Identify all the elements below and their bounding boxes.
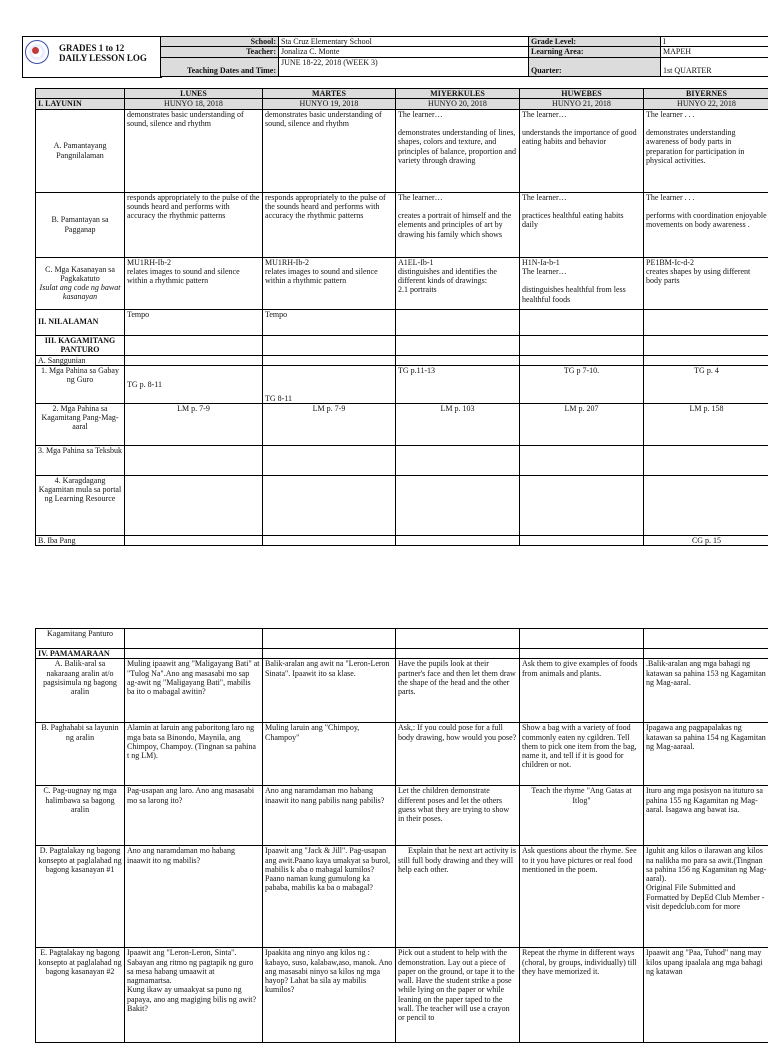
- row-iba-pang: [36, 535, 768, 545]
- cell-iba-2: [396, 535, 520, 545]
- quarter-label: Quarter:: [529, 57, 661, 76]
- cell-r1-2: TG p.11-13: [396, 365, 520, 403]
- cell-n-1: Tempo: [263, 309, 396, 335]
- row-sanggunian: [36, 355, 768, 365]
- label-c-title: C. Mga Kasanayan sa Pagkakatuto: [38, 265, 122, 284]
- cell-c-2: A1EL-Ib-1 distinguishes and identifies the different kinds of drawings: 2.1 portraits: [396, 257, 520, 309]
- cell-iba-1: [263, 535, 396, 545]
- row-teksbuk: [36, 445, 768, 475]
- cell-r2-2: LM p. 103: [396, 403, 520, 445]
- cell-b-0: responds appropriately to the pulse of the sounds heard and performs with accuracy the rhythmic patterns: [125, 192, 263, 257]
- row-pamamaraan: [36, 649, 768, 659]
- grade-label: Grade Level:: [529, 37, 661, 47]
- label-r1: 1. Mga Pahina sa Gabay ng Guro: [36, 365, 125, 403]
- cell-a-2: The learner… demonstrates understanding of lines, shapes, colors and texture, and principles of balance, proportion and variety through drawing: [396, 109, 520, 192]
- cell-pc-2: Let the children demonstrate different poses and let the others guess what they are trying to show in their poses.: [396, 786, 520, 846]
- label-r2: 2. Mga Pahina sa Kagamitang Pang-Mag-aaral: [36, 403, 125, 445]
- cell-r1-3: TG p 7-10.: [520, 365, 644, 403]
- label-c-sub: Isulat ang code ng bawat kasanayan: [38, 283, 122, 302]
- row-pagtalakay-2: [36, 948, 768, 1043]
- area-label: Learning Area:: [529, 47, 661, 57]
- kagamitan-cont-label: Kagamitang Panturo: [36, 629, 125, 649]
- cell-c-0: MU1RH-Ib-2 relates images to sound and silence within a rhythmic pattern: [125, 257, 263, 309]
- row-nilalaman: [36, 309, 768, 335]
- sanggunian-heading: A. Sanggunian: [36, 355, 125, 365]
- quarter-value: 1st QUARTER: [661, 57, 768, 76]
- date-biyernes: HUNYO 22, 2018: [644, 99, 768, 109]
- lesson-table: [35, 88, 768, 546]
- cell-a-3: The learner… understands the importance of good eating habits and behavior: [520, 109, 644, 192]
- cell-pd-2: Explain that he next art activity is still full body drawing and they will help each other.: [396, 846, 520, 948]
- title-line1: GRADES 1 to 12: [59, 43, 147, 53]
- teacher-value: Jonaliza C. Monte: [279, 47, 529, 57]
- cell-pa-3: Ask them to give examples of foods from animals and plants.: [520, 659, 644, 723]
- label-pb: B. Paghahabi sa layunin ng aralin: [36, 723, 125, 786]
- cell-pe-1: Ipaakita ang ninyo ang kilos ng : kabayo, suso, kalabaw,aso, manok. Ano ang masasabi ninyo sa kilos ng mga hayop? Lahat ba sila ay mabilis kumilos?: [263, 948, 396, 1043]
- cell-pc-0: Pag-usapan ang laro. Ano ang masasabi mo sa larong ito?: [125, 786, 263, 846]
- row-pagtalakay-1: [36, 846, 768, 948]
- cell-b-3: The learner… practices healthful eating habits daily: [520, 192, 644, 257]
- row-kagamitan-cont: [36, 629, 768, 649]
- cell-n-0: Tempo: [125, 309, 263, 335]
- iba-pang-heading: B. Iba Pang: [36, 535, 125, 545]
- cell-pe-2: Pick out a student to help with the demonstration. Lay out a piece of paper on the ground, or tape it to the wall. Have the student strike a pose while lying on the paper or while leaning on the paper taped to the wall. The teacher will use a crayon or pencil to: [396, 948, 520, 1043]
- teacher-label: Teacher:: [161, 47, 279, 57]
- school-label: School:: [161, 37, 279, 47]
- area-value: MAPEH: [661, 47, 768, 57]
- cell-pa-0: Muling ipaawit ang "Maligayang Bati" at "Tulog Na".Ano ang masasabi mo sap ag-awit ng "Maligayang Bati", mabilis ba ito o mabagal awitin?: [125, 659, 263, 723]
- date-row: [36, 99, 768, 109]
- row-pag-uugnay: [36, 786, 768, 846]
- day-huwebes: HUWEBES: [520, 89, 644, 99]
- row-kasanayan: [36, 257, 768, 309]
- cell-r2-1: LM p. 7-9: [263, 403, 396, 445]
- cell-pb-0: Alamin at laruin ang paboritong laro ng mga bata sa Binondo, Maynila, ang Chimpoy, Champoy. (Tingnan sa pahina t ng LM).: [125, 723, 263, 786]
- lesson-table-continued: [35, 628, 768, 1043]
- cell-a-0: demonstrates basic understanding of sound, silence and rhythm: [125, 109, 263, 192]
- cell-pb-3: Show a bag with a variety of food commonly eaten ny cgildren. Tell them to pick one item from the bag, name it, and tell if it is good for children or not.: [520, 723, 644, 786]
- cell-iba-0: [125, 535, 263, 545]
- cell-c-3: H1N-Ia-b-1 The learner… distinguishes healthful from less healthful foods: [520, 257, 644, 309]
- grade-value: I: [661, 37, 768, 47]
- cell-r1-0: TG p. 8-11: [125, 365, 263, 403]
- title-line2: DAILY LESSON LOG: [59, 53, 147, 63]
- label-r4: 4. Karagdagang Kagamitan mula sa portal ng Learning Resource: [36, 475, 125, 535]
- layunin-heading: I. LAYUNIN: [36, 99, 125, 109]
- cell-b-2: The learner… creates a portrait of himself and the elements and principles of art by drawing his family which shows: [396, 192, 520, 257]
- dates-label: Teaching Dates and Time:: [161, 57, 279, 76]
- day-header-row: [36, 89, 768, 99]
- pamamaraan-heading: IV. PAMAMARAAN: [36, 649, 125, 659]
- row-paghahabi: [36, 723, 768, 786]
- cell-a-4: The learner . . . demonstrates understanding awareness of body parts in preparation for participation in physical activities.: [644, 109, 768, 192]
- cell-pa-4: .Balik-aralan ang mga bahagi ng katawan sa pahina 153 ng Kagamitan ng Mag-aaral.: [644, 659, 768, 723]
- row-karagdagang: [36, 475, 768, 535]
- label-a: A. Pamantayang Pangnilalaman: [36, 109, 125, 192]
- cell-b-4: The learner . . . performs with coordination enjoyable movements on body awareness .: [644, 192, 768, 257]
- cell-pc-3: Teach the rhyme "Ang Gatas at Itlog": [520, 786, 644, 846]
- cell-pe-4: Ipaawit ang "Paa, Tuhod" nang may kilos upang ipaalala ang mga bahagi ng katawan: [644, 948, 768, 1043]
- cell-pb-4: Ipagawa ang pagpapalakas ng katawan sa pahina 154 ng Kagamitan ng Mag-aaraal.: [644, 723, 768, 786]
- cell-pe-3: Repeat the rhyme in different ways (choral, by groups, individually) till they have memorized it.: [520, 948, 644, 1043]
- cell-pc-1: Ano ang naramdaman mo habang inaawit ito nang pabilis nang pabilis?: [263, 786, 396, 846]
- label-pa: A. Balik-aral sa nakaraang aralin at/o pagsisimula ng bagong aralin: [36, 659, 125, 723]
- dates-value: JUNE 18-22, 2018 (WEEK 3): [279, 57, 529, 76]
- day-martes: MARTES: [263, 89, 396, 99]
- cell-b-1: responds appropriately to the pulse of the sounds heard and performs with accuracy the rhythmic patterns: [263, 192, 396, 257]
- cell-n-4: [644, 309, 768, 335]
- cell-pd-1: Ipaawit ang "Jack & Jill". Pag-usapan ang awit.Paano kaya umakyat sa burol, mabilis k aba o mabagal kumilos? Paano naman kung gumulong ka pababa, mabilis ka ba o mabagal?: [263, 846, 396, 948]
- deped-seal-logo: [22, 36, 162, 78]
- cell-r2-3: LM p. 207: [520, 403, 644, 445]
- nilalaman-heading: II. NILALAMAN: [36, 309, 125, 335]
- label-pd: D. Pagtalakay ng bagong konsepto at paglalahad ng bagong kasanayan #1: [36, 846, 125, 948]
- cell-r1-4: TG p. 4: [644, 365, 768, 403]
- date-miyerkules: HUNYO 20, 2018: [396, 99, 520, 109]
- cell-c-1: MU1RH-Ib-2 relates images to sound and silence within a rhythmic pattern: [263, 257, 396, 309]
- label-pc: C. Pag-uugnay ng mga halimbawa sa bagong aralin: [36, 786, 125, 846]
- cell-pb-1: Muling laruin ang "Chimpoy, Champoy": [263, 723, 396, 786]
- cell-pd-3: Ask questions about the rhyme. See to it you have pictures or real food mentioned in the poem.: [520, 846, 644, 948]
- cell-a-1: demonstrates basic understanding of sound, silence and rhythm: [263, 109, 396, 192]
- cell-r2-4: LM p. 158: [644, 403, 768, 445]
- row-pamantayang-pangnilalaman: [36, 109, 768, 192]
- row-balik-aral: [36, 659, 768, 723]
- cell-pa-1: Balik-aralan ang awit na "Leron-Leron Sinata". Ipaawit ito sa klase.: [263, 659, 396, 723]
- date-lunes: HUNYO 18, 2018: [125, 99, 263, 109]
- day-biyernes: BIYERNES: [644, 89, 768, 99]
- cell-n-3: [520, 309, 644, 335]
- school-value: Sta Cruz Elementary School: [279, 37, 529, 47]
- day-lunes: LUNES: [125, 89, 263, 99]
- cell-c-4: PE1BM-Ic-d-2 creates shapes by using different body parts: [644, 257, 768, 309]
- day-miyerkules: MIYERKULES: [396, 89, 520, 99]
- cell-iba-4: CG p. 15: [644, 535, 768, 545]
- cell-pe-0: Ipaawit ang "Leron-Leron, Sinta". Sabayan ang ritmo ng pagtapik ng guro sa mesa habang umaawit at nagmamartsa. Kung ikaw ay umaakyat sa puno ng papaya, ano ang magiging bilis ng awit?Bakit?: [125, 948, 263, 1043]
- header-table: [160, 36, 768, 77]
- cell-n-2: [396, 309, 520, 335]
- label-r3: 3. Mga Pahina sa Teksbuk: [36, 445, 125, 475]
- date-martes: HUNYO 19, 2018: [263, 99, 396, 109]
- cell-pa-2: Have the pupils look at their partner's face and then let them draw the shape of the head and the other parts.: [396, 659, 520, 723]
- kagamitan-heading: III. KAGAMITANG PANTURO: [36, 335, 125, 355]
- row-pamantayan-pagganap: [36, 192, 768, 257]
- seal-icon: [25, 40, 49, 64]
- cell-pd-4: Iguhit ang kilos o ilarawan ang kilos na nalikha mo para sa awit.(Tingnan sa pahina 156 ng Kagamitan ng Mag-aaral). Original File Submitted and Formatted by DepEd Club Member - visit depedclub.com for more: [644, 846, 768, 948]
- label-b: B. Pamantayan sa Pagganap: [36, 192, 125, 257]
- cell-iba-3: [520, 535, 644, 545]
- cell-pb-2: Ask,: If you could pose for a full body drawing, how would you pose?: [396, 723, 520, 786]
- date-huwebes: HUNYO 21, 2018: [520, 99, 644, 109]
- cell-pc-4: Ituro ang mga posisyon na ituturo sa pahina 155 ng Kagamitan ng Mag-aaral. Isagawa ang bawat isa.: [644, 786, 768, 846]
- row-kagamitang-mag-aaral: [36, 403, 768, 445]
- row-gabay-guro: [36, 365, 768, 403]
- cell-r1-1: TG 8-11: [263, 365, 396, 403]
- row-kagamitan: [36, 335, 768, 355]
- label-c: [36, 257, 125, 309]
- cell-r2-0: LM p. 7-9: [125, 403, 263, 445]
- label-pe: E. Pagtalakay ng bagong konsepto at paglalahad ng bagong kasanayan #2: [36, 948, 125, 1043]
- cell-pd-0: Ano ang naramdaman mo habang inaawit ito ng mabilis?: [125, 846, 263, 948]
